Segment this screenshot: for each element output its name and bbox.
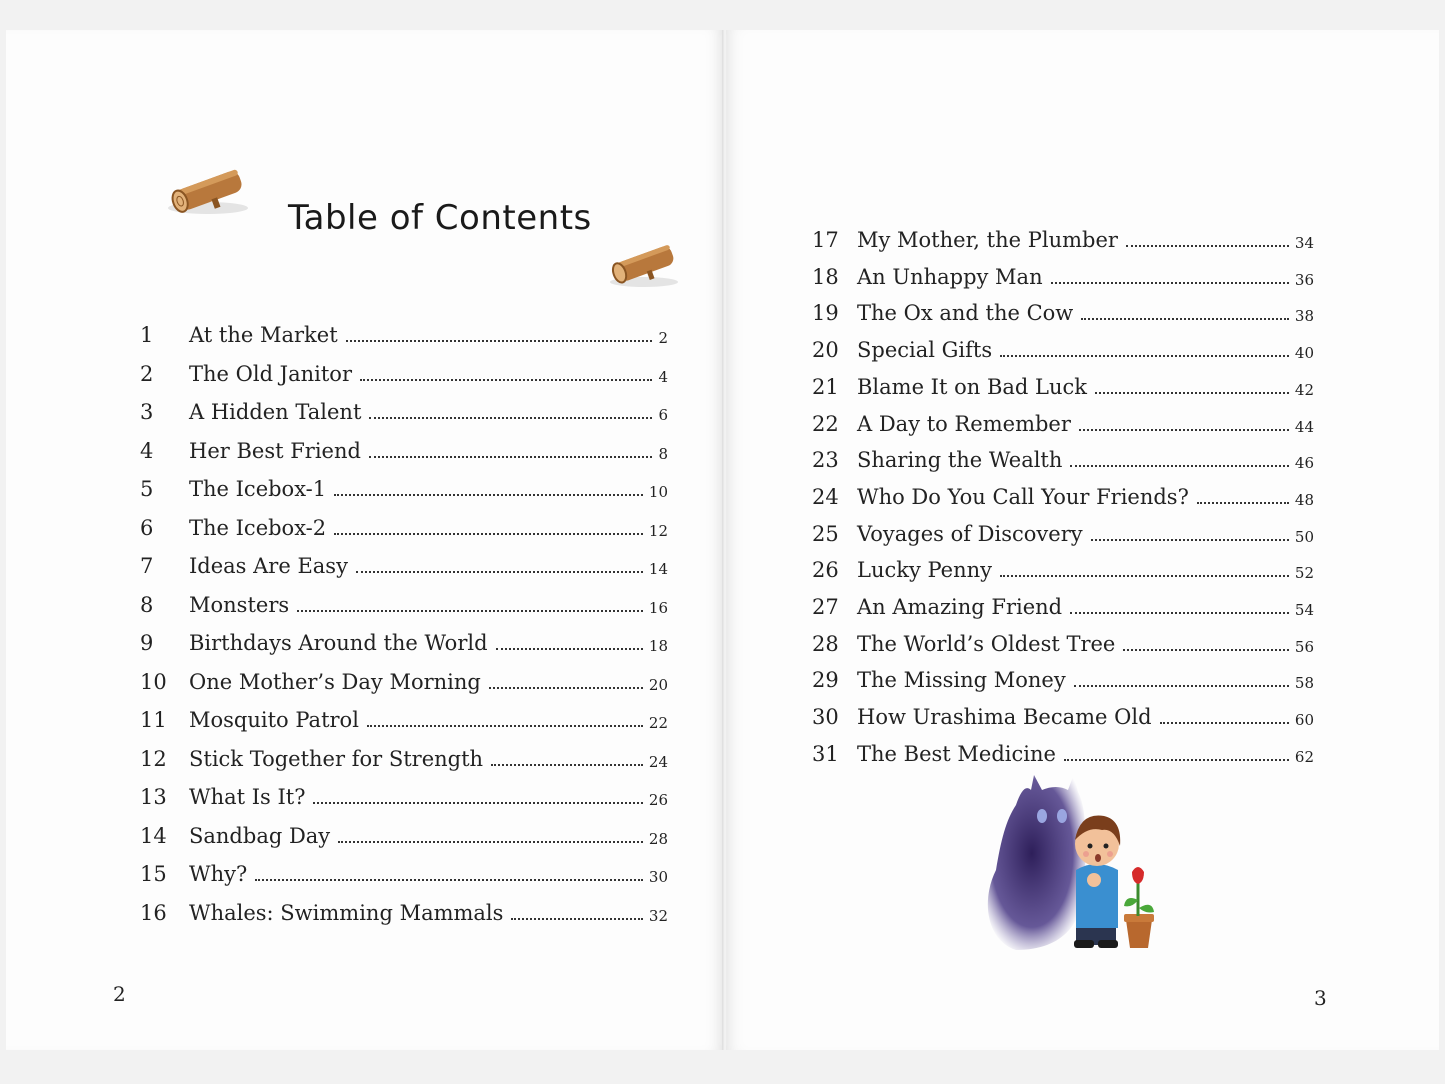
entry-number: 20 — [812, 338, 839, 363]
entry-title: Ideas Are Easy — [189, 554, 348, 578]
entry-title: Mosquito Patrol — [189, 708, 359, 732]
entry-page-number: 4 — [658, 367, 668, 386]
entry-page-number: 32 — [648, 906, 668, 925]
toc-entry[interactable] — [6, 471, 724, 507]
entry-number: 31 — [812, 741, 839, 766]
entry-page-number: 10 — [648, 483, 668, 501]
entry-page-number: 34 — [1294, 234, 1314, 252]
dot-leader — [334, 494, 643, 496]
toc-entry[interactable] — [726, 479, 1439, 515]
dot-leader — [369, 456, 652, 458]
dot-leader — [1074, 685, 1289, 687]
entry-title: The Icebox-1 — [189, 477, 327, 501]
entry-number: 13 — [140, 785, 167, 809]
toc-entry[interactable] — [726, 626, 1439, 662]
dot-leader — [1160, 722, 1289, 724]
toc-entry[interactable] — [726, 369, 1439, 405]
toc-entry[interactable] — [726, 332, 1439, 368]
toc-entry[interactable] — [6, 664, 724, 700]
entry-number: 25 — [812, 521, 839, 546]
toc-entry[interactable] — [726, 295, 1439, 331]
entry-title: Whales: Swimming Mammals — [189, 900, 504, 925]
toc-entry[interactable] — [6, 548, 724, 584]
dot-leader — [1126, 245, 1289, 247]
entry-page-number: 46 — [1294, 454, 1314, 473]
right-page — [726, 30, 1439, 1050]
entry-title: The Missing Money — [857, 668, 1066, 693]
dot-leader — [356, 571, 643, 573]
toc-entry[interactable] — [6, 779, 724, 815]
entry-title: Her Best Friend — [189, 438, 361, 463]
toc-entry[interactable] — [726, 699, 1439, 735]
toc-entry[interactable] — [6, 741, 724, 777]
entry-page-number: 60 — [1294, 711, 1314, 730]
page-title: Table of Contents — [288, 198, 592, 238]
dot-leader — [313, 802, 643, 804]
boy-and-monster-illustration — [976, 750, 1176, 964]
toc-entry[interactable] — [726, 589, 1439, 625]
entry-title: Stick Together for Strength — [189, 746, 484, 771]
entry-number: 27 — [812, 595, 839, 619]
entry-page-number: 30 — [648, 868, 668, 886]
entry-number: 1 — [140, 323, 154, 347]
entry-title: The Best Medicine — [857, 741, 1056, 766]
toc-entry[interactable] — [6, 702, 724, 738]
dot-leader — [1081, 318, 1289, 320]
entry-title: A Hidden Talent — [189, 400, 362, 424]
toc-entry[interactable] — [6, 433, 724, 469]
entry-number: 24 — [812, 484, 839, 509]
entry-number: 7 — [140, 554, 154, 578]
entry-page-number: 24 — [648, 752, 668, 771]
toc-entry[interactable] — [6, 394, 724, 430]
dot-leader — [334, 533, 643, 535]
entry-number: 26 — [812, 558, 839, 583]
entry-page-number: 28 — [648, 829, 668, 848]
entry-page-number: 2 — [658, 329, 668, 347]
toc-entry[interactable] — [6, 818, 724, 854]
toc-entry[interactable] — [726, 442, 1439, 478]
toc-entry[interactable] — [726, 662, 1439, 698]
entry-number: 30 — [812, 705, 839, 730]
page-number: 2 — [113, 982, 126, 1006]
dot-leader — [1095, 392, 1289, 394]
entry-page-number: 22 — [648, 714, 668, 732]
entry-title: Special Gifts — [857, 338, 993, 363]
dot-leader — [297, 610, 643, 612]
dot-leader — [1123, 649, 1289, 651]
entry-title: An Amazing Friend — [857, 595, 1063, 619]
entry-page-number: 6 — [658, 406, 668, 424]
wooden-log-icon — [162, 162, 254, 220]
entry-number: 21 — [812, 374, 839, 399]
entry-number: 18 — [812, 264, 839, 289]
entry-page-number: 62 — [1294, 747, 1314, 766]
toc-entry[interactable] — [726, 259, 1439, 295]
entry-number: 14 — [140, 823, 167, 848]
entry-title: Voyages of Discovery — [857, 521, 1083, 546]
entry-number: 3 — [140, 400, 154, 424]
entry-page-number: 52 — [1294, 564, 1314, 583]
dot-leader — [496, 648, 643, 650]
entry-page-number: 8 — [658, 444, 668, 463]
entry-title: Why? — [189, 862, 248, 886]
entry-number: 22 — [812, 411, 839, 436]
dot-leader — [1000, 575, 1289, 577]
dot-leader — [1070, 612, 1289, 614]
dot-leader — [255, 879, 643, 881]
toc-entry[interactable] — [6, 317, 724, 353]
entry-title: Sandbag Day — [189, 823, 331, 848]
entry-page-number: 54 — [1294, 601, 1314, 619]
entry-title: A Day to Remember — [857, 411, 1071, 436]
entry-page-number: 40 — [1294, 344, 1314, 363]
entry-title: The Ox and the Cow — [857, 301, 1074, 326]
entry-number: 8 — [140, 592, 154, 617]
entry-title: What Is It? — [189, 785, 306, 809]
entry-page-number: 12 — [648, 521, 668, 540]
entry-number: 4 — [140, 438, 154, 463]
entry-number: 11 — [140, 708, 167, 732]
toc-entry[interactable] — [726, 552, 1439, 588]
entry-page-number: 38 — [1294, 307, 1314, 326]
dot-leader — [1000, 355, 1289, 357]
left-page — [6, 30, 724, 1050]
dot-leader — [1091, 539, 1289, 541]
entry-title: Lucky Penny — [857, 558, 993, 583]
entry-title: An Unhappy Man — [857, 264, 1043, 289]
dot-leader — [511, 918, 643, 920]
entry-number: 23 — [812, 448, 839, 473]
toc-entry[interactable] — [6, 895, 724, 931]
entry-page-number: 50 — [1294, 527, 1314, 546]
toc-entry[interactable] — [726, 406, 1439, 442]
entry-page-number: 16 — [648, 598, 668, 617]
dot-leader — [367, 725, 643, 727]
entry-page-number: 26 — [648, 791, 668, 809]
toc-entry[interactable] — [6, 625, 724, 661]
dot-leader — [1070, 465, 1289, 467]
entry-page-number: 18 — [648, 637, 668, 655]
dot-leader — [346, 340, 652, 342]
toc-entry[interactable] — [6, 356, 724, 392]
entry-number: 5 — [140, 477, 154, 501]
dot-leader — [489, 687, 643, 689]
entry-page-number: 36 — [1294, 270, 1314, 289]
entry-number: 16 — [140, 900, 167, 925]
entry-page-number: 20 — [648, 675, 668, 694]
entry-title: One Mother’s Day Morning — [189, 669, 481, 694]
wooden-log-icon — [606, 238, 682, 290]
entry-title: The World’s Oldest Tree — [857, 631, 1116, 656]
dot-leader — [360, 379, 652, 381]
entry-title: How Urashima Became Old — [857, 705, 1152, 730]
entry-title: Birthdays Around the World — [189, 631, 488, 655]
toc-entry[interactable] — [6, 510, 724, 546]
entry-number: 6 — [140, 515, 154, 540]
entry-number: 28 — [812, 631, 839, 656]
entry-title: The Old Janitor — [189, 361, 352, 386]
dot-leader — [1079, 429, 1289, 431]
toc-entry[interactable] — [726, 516, 1439, 552]
entry-number: 9 — [140, 631, 154, 655]
entry-page-number: 56 — [1294, 637, 1314, 656]
entry-title: The Icebox-2 — [189, 515, 327, 540]
dot-leader — [1051, 282, 1289, 284]
entry-number: 19 — [812, 301, 839, 326]
entry-number: 12 — [140, 746, 167, 771]
entry-title: Who Do You Call Your Friends? — [857, 484, 1189, 509]
entry-page-number: 14 — [648, 560, 668, 578]
entry-title: Sharing the Wealth — [857, 448, 1063, 473]
entry-page-number: 42 — [1294, 380, 1314, 399]
entry-title: My Mother, the Plumber — [857, 228, 1118, 252]
entry-page-number: 44 — [1294, 417, 1314, 436]
entry-page-number: 58 — [1294, 674, 1314, 693]
toc-entry[interactable] — [6, 587, 724, 623]
entry-title: Blame It on Bad Luck — [857, 374, 1087, 399]
entry-number: 17 — [812, 228, 839, 252]
entry-page-number: 48 — [1294, 490, 1314, 509]
toc-entry[interactable] — [6, 856, 724, 892]
page-number: 3 — [1314, 986, 1327, 1010]
toc-entry[interactable] — [726, 222, 1439, 258]
entry-number: 10 — [140, 669, 167, 694]
dot-leader — [369, 417, 652, 419]
dot-leader — [338, 841, 643, 843]
dot-leader — [491, 764, 643, 766]
entry-number: 15 — [140, 862, 167, 886]
entry-number: 2 — [140, 361, 154, 386]
entry-number: 29 — [812, 668, 839, 693]
entry-title: At the Market — [189, 323, 338, 347]
entry-title: Monsters — [189, 592, 290, 617]
